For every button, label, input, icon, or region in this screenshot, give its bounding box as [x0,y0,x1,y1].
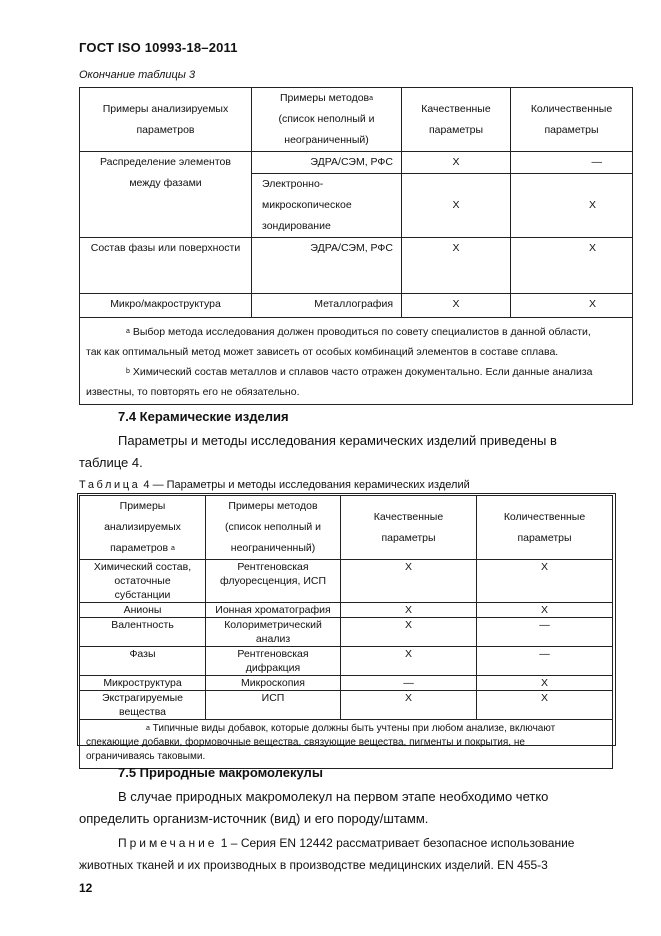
table-row [80,618,613,647]
param-cell: Экстрагируемые вещества [80,691,206,720]
section-7-4-title: 7.4 Керамические изделия [118,409,289,424]
table3-header-methods: Примеры методов$^а$ (список неполный и неограниченный) [252,88,402,152]
table3-notes-row [80,318,633,405]
section-7-4-paragraph-line2: таблице 4. [79,455,143,470]
method-cell: ИСП [206,691,341,720]
table4-note: $^а$ Типичные виды добавок, которые должны быть учтены при любом анализе, включают спекающие добавки, формовочные вещества, связующие вещества, пигменты и покрытия, не ограничиваясь таковыми. [80,720,613,769]
method-cell: Рентгеновская флуоресценция, ИСП [206,560,341,603]
method-cell: Металлография [252,294,402,318]
table-4 [79,495,613,769]
quantitative-cell: X [511,238,633,294]
method-cell: ЭДРА/СЭМ, РФС [252,152,402,174]
document-header: ГОСТ ISO 10993-18–2011 [79,40,238,55]
table-row [80,238,633,294]
quantitative-cell: X [511,294,633,318]
note-1-line2: животных тканей и их производных в производстве медицинских изделий. EN 455-3 [79,858,548,872]
param-cell: Микро/макроструктура [80,294,252,318]
note-1-line1: Примечание 1 – Серия EN 12442 рассматривает безопасное использование [118,836,575,850]
quantitative-cell: X [477,603,613,618]
table3-caption: Окончание таблицы 3 [79,69,196,81]
section-7-4-paragraph-line1: Параметры и методы исследования керамических изделий приведены в [118,433,557,448]
quantitative-cell: X [477,691,613,720]
param-cell: Фазы [80,647,206,676]
method-cell: Колориметрический анализ [206,618,341,647]
param-cell: Распределение элементов между фазами [80,152,252,238]
table-row [80,647,613,676]
method-cell: ЭДРА/СЭМ, РФС [252,238,402,294]
qualitative-cell: X [402,294,511,318]
table3-header-qualitative: Качественные параметры [402,88,511,152]
table-row [80,152,633,174]
table4-notes-row [80,720,613,769]
table3-notes: $^а$ Выбор метода исследования должен проводиться по совету специалистов в данной области, так как оптимальный метод может зависеть от особых комбинаций элементов в составе сплава. $^b$ Химический состав металлов и сплавов часто отражен документально. Если данные анализа известны, то повторять его не обязательно. [80,318,633,405]
table3-header-row [80,88,633,152]
qualitative-cell: — [341,676,477,691]
method-cell: Рентгеновская дифракция [206,647,341,676]
table-row [80,603,613,618]
page-number: 12 [79,881,93,895]
param-cell: Валентность [80,618,206,647]
quantitative-cell: — [477,647,613,676]
table4-header-methods: Примеры методов (список неполный и неограниченный) [206,496,341,560]
qualitative-cell: X [341,691,477,720]
param-cell: Микроструктура [80,676,206,691]
table4-header-params: Примеры анализируемых параметров $^а$ [80,496,206,560]
quantitative-cell: — [477,618,613,647]
qualitative-cell: X [402,174,511,238]
table4-header-row [80,496,613,560]
quantitative-cell: X [511,174,633,238]
table4-caption: Таблица 4 — Параметры и методы исследования керамических изделий [79,479,470,491]
table3-header-params: Примеры анализируемых параметров [80,88,252,152]
quantitative-cell: — [511,152,633,174]
table-3 [79,87,633,405]
section-7-5-title: 7.5 Природные макромолекулы [118,765,323,780]
qualitative-cell: X [341,647,477,676]
qualitative-cell: X [341,603,477,618]
table3-header-quantitative: Количественные параметры [511,88,633,152]
param-cell: Состав фазы или поверхности [80,238,252,294]
qualitative-cell: X [402,152,511,174]
quantitative-cell: X [477,560,613,603]
method-cell: Электронно- микроскопическое зондирование [252,174,402,238]
method-cell: Ионная хроматография [206,603,341,618]
table-row [80,676,613,691]
qualitative-cell: X [402,238,511,294]
qualitative-cell: X [341,618,477,647]
table-row [80,294,633,318]
param-cell: Химический состав, остаточные субстанции [80,560,206,603]
quantitative-cell: X [477,676,613,691]
table4-header-qualitative: Качественные параметры [341,496,477,560]
param-cell: Анионы [80,603,206,618]
table4-header-quantitative: Количественные параметры [477,496,613,560]
table-row [80,691,613,720]
qualitative-cell: X [341,560,477,603]
table-row [80,560,613,603]
method-cell: Микроскопия [206,676,341,691]
section-7-5-paragraph-line2: определить организм-источник (вид) и его породу/штамм. [79,811,429,826]
section-7-5-paragraph-line1: В случае природных макромолекул на первом этапе необходимо четко [118,789,549,804]
